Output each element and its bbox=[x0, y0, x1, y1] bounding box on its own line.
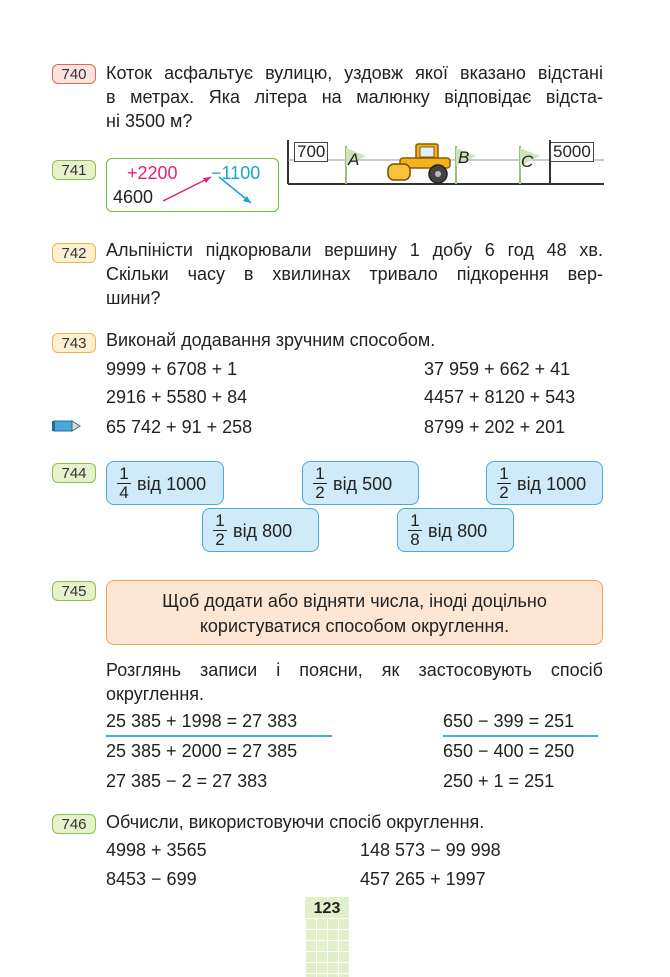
exercise-743-right-1: 37 959 + 662 + 41 bbox=[424, 359, 571, 379]
exercise-740-line-3: ні 3500 м? bbox=[106, 111, 193, 131]
fraction-box-4 bbox=[202, 508, 319, 552]
chain-minus-step: −1100 bbox=[211, 163, 261, 183]
fraction-2-text: від 500 bbox=[333, 474, 393, 494]
rule-line-1: Щоб додати або відняти числа, іноді доцільно bbox=[162, 591, 547, 611]
fraction-4-denominator: 2 bbox=[215, 530, 225, 549]
exercise-743-right-3: 8799 + 202 + 201 bbox=[424, 417, 566, 437]
fraction-5-numerator: 1 bbox=[408, 512, 422, 531]
exercise-745-right-3: 250 + 1 = 251 bbox=[443, 771, 555, 791]
page-number-tab bbox=[305, 896, 349, 977]
fraction-4-text: від 800 bbox=[233, 521, 293, 541]
exercise-number-745: 745 bbox=[52, 581, 96, 601]
fraction-1-text: від 1000 bbox=[137, 474, 207, 494]
exercise-745-intro-1: Розглянь записи і поясни, як застосовують спосіб bbox=[106, 660, 603, 680]
exercise-745-left-2: 25 385 + 2000 = 27 385 bbox=[106, 741, 298, 761]
exercise-742-line-3: шини? bbox=[106, 288, 161, 308]
fraction-3-denominator: 2 bbox=[499, 483, 509, 502]
fraction-box-2 bbox=[302, 461, 419, 505]
page-number: 123 bbox=[305, 900, 349, 918]
exercise-745-intro-2: округлення. bbox=[106, 684, 205, 704]
exercise-743-title: Виконай додавання зручним способом. bbox=[106, 330, 436, 350]
fraction-box-1 bbox=[106, 461, 224, 505]
chain-plus-step: +2200 bbox=[127, 163, 178, 183]
point-b-label: B bbox=[458, 148, 470, 167]
exercise-745-left-3: 27 385 − 2 = 27 383 bbox=[106, 771, 268, 791]
exercise-745-right-1: 650 − 399 = 251 bbox=[443, 711, 575, 731]
exercise-746-left-1: 4998 + 3565 bbox=[106, 840, 207, 860]
chain-diagram bbox=[106, 158, 279, 212]
fraction-5-text: від 800 bbox=[428, 521, 488, 541]
underline-right bbox=[443, 735, 598, 737]
ruler-start-label: 700 bbox=[294, 142, 328, 162]
fraction-1-denominator: 4 bbox=[119, 483, 129, 502]
exercise-740-line-2: в метрах. Яка літера на малюнку відповідає відста- bbox=[106, 87, 603, 107]
point-c-label: C bbox=[521, 152, 534, 171]
exercise-743-right-2: 4457 + 8120 + 543 bbox=[424, 387, 576, 407]
exercise-number-746: 746 bbox=[52, 814, 96, 834]
rule-line-2: користуватися способом округлення. bbox=[199, 616, 510, 636]
exercise-743-left-1: 9999 + 6708 + 1 bbox=[106, 359, 238, 379]
fraction-box-3 bbox=[486, 461, 603, 505]
exercise-740-line-1: Коток асфальтує вулицю, уздовж якої вказано відстані bbox=[106, 63, 603, 83]
fraction-2-numerator: 1 bbox=[313, 465, 327, 484]
road-roller-icon bbox=[386, 140, 458, 184]
exercise-742-line-1: Альпіністи підкорювали вершину 1 добу 6 год 48 хв. bbox=[106, 240, 603, 260]
exercise-746-left-2: 8453 − 699 bbox=[106, 869, 197, 889]
exercise-743-left-3: 65 742 + 91 + 258 bbox=[106, 417, 253, 437]
exercise-742-line-2: Скільки часу в хвилинах тривало підкорення вер- bbox=[106, 264, 603, 284]
exercise-745-left-1: 25 385 + 1998 = 27 383 bbox=[106, 711, 298, 731]
fraction-5-denominator: 8 bbox=[410, 530, 420, 549]
exercise-746-title: Обчисли, використовуючи спосіб округлення. bbox=[106, 812, 485, 832]
exercise-746-right-2: 457 265 + 1997 bbox=[360, 869, 486, 889]
exercise-number-743: 743 bbox=[52, 333, 96, 353]
exercise-745-right-2: 650 − 400 = 250 bbox=[443, 741, 575, 761]
underline-left bbox=[106, 735, 332, 737]
fraction-3-numerator: 1 bbox=[497, 465, 511, 484]
fraction-4-numerator: 1 bbox=[213, 512, 227, 531]
fraction-2-denominator: 2 bbox=[315, 483, 325, 502]
fraction-1-numerator: 1 bbox=[117, 465, 131, 484]
exercise-number-744: 744 bbox=[52, 463, 96, 483]
ruler-end-label: 5000 bbox=[550, 142, 594, 162]
exercise-number-742: 742 bbox=[52, 243, 96, 263]
chain-start-value: 4600 bbox=[113, 187, 154, 207]
exercise-743-left-2: 2916 + 5580 + 84 bbox=[106, 387, 248, 407]
fraction-3-text: від 1000 bbox=[517, 474, 587, 494]
point-a-label: A bbox=[348, 150, 360, 169]
exercise-746-right-1: 148 573 − 99 998 bbox=[360, 840, 501, 860]
exercise-number-740: 740 bbox=[52, 64, 96, 84]
pencil-icon bbox=[52, 418, 82, 434]
fraction-box-5 bbox=[397, 508, 514, 552]
exercise-number-741: 741 bbox=[52, 160, 96, 180]
rule-box bbox=[106, 580, 603, 645]
